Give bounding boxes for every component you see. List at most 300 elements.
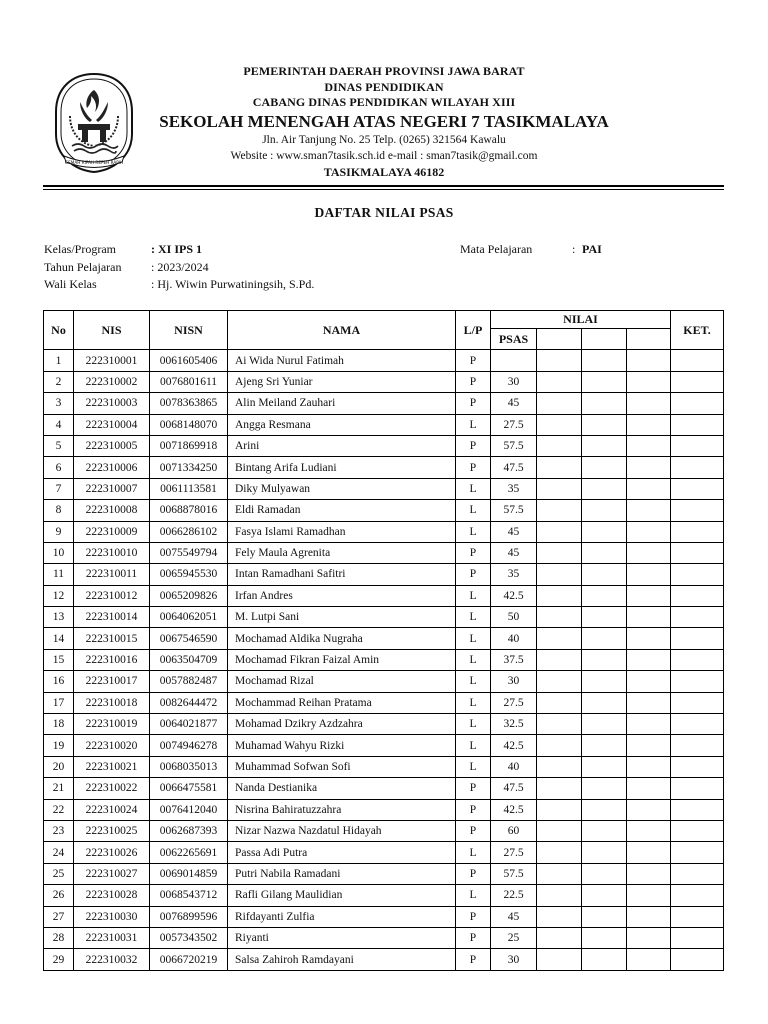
row-number: 10 [44, 542, 74, 563]
remarks-cell [671, 500, 724, 521]
psas-score: 40 [491, 628, 537, 649]
header-empty-score-col [627, 329, 671, 350]
empty-score-cell [627, 885, 671, 906]
subject-label: Mata Pelajaran [460, 242, 533, 256]
student-nis: 222310017 [74, 671, 150, 692]
table-row [44, 842, 724, 863]
table-row [44, 714, 724, 735]
psas-score: 22.5 [491, 885, 537, 906]
empty-score-cell [582, 521, 627, 542]
student-name: Mochammad Reihan Pratama [228, 692, 456, 713]
table-row [44, 371, 724, 392]
remarks-cell [671, 628, 724, 649]
student-nis: 222310019 [74, 714, 150, 735]
student-gender: P [456, 457, 491, 478]
empty-score-cell [582, 542, 627, 563]
psas-score: 45 [491, 906, 537, 927]
empty-score-cell [537, 371, 582, 392]
remarks-cell [671, 799, 724, 820]
student-gender: P [456, 350, 491, 371]
student-nisn: 0068035013 [150, 756, 228, 777]
empty-score-cell [627, 371, 671, 392]
student-gender: L [456, 692, 491, 713]
student-nisn: 0068543712 [150, 885, 228, 906]
table-row [44, 949, 724, 970]
row-number: 8 [44, 500, 74, 521]
table-row [44, 799, 724, 820]
empty-score-cell [537, 714, 582, 735]
student-gender: L [456, 607, 491, 628]
psas-score: 42.5 [491, 585, 537, 606]
student-gender: L [456, 842, 491, 863]
row-number: 26 [44, 885, 74, 906]
empty-score-cell [627, 649, 671, 670]
student-name: Mochamad Rizal [228, 671, 456, 692]
header-lp: L/P [456, 311, 491, 350]
student-nis: 222310024 [74, 799, 150, 820]
row-number: 14 [44, 628, 74, 649]
table-row [44, 414, 724, 435]
student-nis: 222310027 [74, 863, 150, 884]
student-nisn: 0066475581 [150, 778, 228, 799]
student-nisn: 0078363865 [150, 393, 228, 414]
psas-score [491, 350, 537, 371]
remarks-cell [671, 756, 724, 777]
student-gender: L [456, 885, 491, 906]
empty-score-cell [627, 949, 671, 970]
student-gender: L [456, 714, 491, 735]
subject-info [460, 241, 602, 259]
psas-score: 30 [491, 949, 537, 970]
student-nisn: 0071869918 [150, 435, 228, 456]
empty-score-cell [537, 949, 582, 970]
student-gender: P [456, 371, 491, 392]
empty-score-cell [627, 863, 671, 884]
table-row [44, 778, 724, 799]
letterhead-website: Website : www.sman7tasik.sch.id e-mail : sman7tasik@gmail.com [230, 150, 538, 163]
row-number: 25 [44, 863, 74, 884]
student-name: Arini [228, 435, 456, 456]
student-nisn: 0063504709 [150, 649, 228, 670]
class-program-label: Kelas/Program [44, 242, 116, 256]
empty-score-cell [627, 628, 671, 649]
header-psas: PSAS [491, 329, 537, 350]
empty-score-cell [582, 885, 627, 906]
student-name: Mohamad Dzikry Azdzahra [228, 714, 456, 735]
grades-table-body [44, 350, 724, 970]
student-name: Ai Wida Nurul Fatimah [228, 350, 456, 371]
empty-score-cell [582, 735, 627, 756]
student-gender: P [456, 542, 491, 563]
empty-score-cell [582, 820, 627, 841]
table-row [44, 692, 724, 713]
table-row [44, 542, 724, 563]
table-row [44, 521, 724, 542]
empty-score-cell [537, 756, 582, 777]
psas-score: 40 [491, 756, 537, 777]
student-nisn: 0074946278 [150, 735, 228, 756]
psas-score: 37.5 [491, 649, 537, 670]
student-nis: 222310026 [74, 842, 150, 863]
psas-score: 57.5 [491, 500, 537, 521]
row-number: 27 [44, 906, 74, 927]
student-gender: P [456, 564, 491, 585]
student-nis: 222310014 [74, 607, 150, 628]
student-gender: L [456, 756, 491, 777]
psas-score: 42.5 [491, 735, 537, 756]
student-nisn: 0064062051 [150, 607, 228, 628]
student-name: Mochamad Fikran Faizal Amin [228, 649, 456, 670]
student-nis: 222310028 [74, 885, 150, 906]
student-name: Bintang Arifa Ludiani [228, 457, 456, 478]
letterhead-branch: CABANG DINAS PENDIDIKAN WILAYAH XIII [252, 95, 516, 110]
student-nis: 222310004 [74, 414, 150, 435]
empty-score-cell [582, 671, 627, 692]
student-name: Irfan Andres [228, 585, 456, 606]
empty-score-cell [627, 500, 671, 521]
empty-score-cell [582, 714, 627, 735]
document-title: DAFTAR NILAI PSAS [314, 205, 454, 220]
row-number: 4 [44, 414, 74, 435]
row-number: 9 [44, 521, 74, 542]
row-number: 18 [44, 714, 74, 735]
letterhead-city: TASIKMALAYA 46182 [323, 165, 445, 180]
student-nisn: 0076412040 [150, 799, 228, 820]
empty-score-cell [537, 350, 582, 371]
empty-score-cell [627, 607, 671, 628]
remarks-cell [671, 607, 724, 628]
remarks-cell [671, 371, 724, 392]
empty-score-cell [627, 521, 671, 542]
remarks-cell [671, 778, 724, 799]
student-name: Fasya Islami Ramadhan [228, 521, 456, 542]
letterhead-divider-thick [43, 185, 724, 187]
student-name: Rafli Gilang Maulidian [228, 885, 456, 906]
empty-score-cell [627, 350, 671, 371]
student-name: Salsa Zahiroh Ramdayani [228, 949, 456, 970]
row-number: 11 [44, 564, 74, 585]
table-row [44, 607, 724, 628]
table-row [44, 649, 724, 670]
academic-year-label: Tahun Pelajaran [44, 259, 122, 274]
empty-score-cell [537, 521, 582, 542]
empty-score-cell [627, 735, 671, 756]
student-nis: 222310009 [74, 521, 150, 542]
empty-score-cell [627, 799, 671, 820]
psas-score: 27.5 [491, 842, 537, 863]
row-number: 6 [44, 457, 74, 478]
psas-score: 45 [491, 521, 537, 542]
remarks-cell [671, 885, 724, 906]
psas-score: 57.5 [491, 863, 537, 884]
student-nis: 222310001 [74, 350, 150, 371]
empty-score-cell [537, 735, 582, 756]
empty-score-cell [627, 756, 671, 777]
remarks-cell [671, 842, 724, 863]
letterhead-province: PEMERINTAH DAERAH PROVINSI JAWA BARAT [243, 64, 525, 78]
table-row [44, 564, 724, 585]
empty-score-cell [627, 692, 671, 713]
student-gender: L [456, 671, 491, 692]
student-nis: 222310018 [74, 692, 150, 713]
row-number: 1 [44, 350, 74, 371]
table-row [44, 927, 724, 948]
empty-score-cell [582, 692, 627, 713]
row-number: 3 [44, 393, 74, 414]
empty-score-cell [537, 457, 582, 478]
table-row [44, 457, 724, 478]
student-name: Nizar Nazwa Nazdatul Hidayah [228, 820, 456, 841]
student-nis: 222310015 [74, 628, 150, 649]
student-gender: P [456, 393, 491, 414]
class-info [44, 241, 314, 294]
empty-score-cell [582, 842, 627, 863]
student-name: M. Lutpi Sani [228, 607, 456, 628]
psas-score: 60 [491, 820, 537, 841]
psas-score: 47.5 [491, 457, 537, 478]
empty-score-cell [537, 393, 582, 414]
empty-score-cell [627, 542, 671, 563]
empty-score-cell [627, 457, 671, 478]
psas-score: 45 [491, 393, 537, 414]
student-gender: P [456, 820, 491, 841]
empty-score-cell [627, 585, 671, 606]
student-nis: 222310010 [74, 542, 150, 563]
student-gender: P [456, 949, 491, 970]
empty-score-cell [537, 585, 582, 606]
row-number: 20 [44, 756, 74, 777]
student-nisn: 0066720219 [150, 949, 228, 970]
remarks-cell [671, 906, 724, 927]
remarks-cell [671, 820, 724, 841]
row-number: 15 [44, 649, 74, 670]
remarks-cell [671, 542, 724, 563]
empty-score-cell [627, 714, 671, 735]
empty-score-cell [582, 927, 627, 948]
table-row [44, 393, 724, 414]
student-gender: L [456, 414, 491, 435]
remarks-cell [671, 714, 724, 735]
row-number: 2 [44, 371, 74, 392]
student-gender: L [456, 735, 491, 756]
psas-score: 45 [491, 542, 537, 563]
remarks-cell [671, 350, 724, 371]
empty-score-cell [627, 906, 671, 927]
student-nisn: 0067546590 [150, 628, 228, 649]
student-gender: L [456, 521, 491, 542]
psas-score: 27.5 [491, 692, 537, 713]
psas-score: 27.5 [491, 414, 537, 435]
empty-score-cell [582, 649, 627, 670]
student-gender: L [456, 500, 491, 521]
empty-score-cell [627, 671, 671, 692]
empty-score-cell [582, 628, 627, 649]
student-nisn: 0061605406 [150, 350, 228, 371]
empty-score-cell [627, 778, 671, 799]
remarks-cell [671, 457, 724, 478]
student-gender: L [456, 649, 491, 670]
remarks-cell [671, 671, 724, 692]
empty-score-cell [582, 414, 627, 435]
empty-score-cell [537, 692, 582, 713]
student-gender: P [456, 906, 491, 927]
row-number: 23 [44, 820, 74, 841]
student-nisn: 0071334250 [150, 457, 228, 478]
empty-score-cell [537, 435, 582, 456]
header-nisn: NISN [150, 311, 228, 350]
remarks-cell [671, 863, 724, 884]
table-row [44, 671, 724, 692]
remarks-cell [671, 949, 724, 970]
psas-score: 32.5 [491, 714, 537, 735]
empty-score-cell [537, 820, 582, 841]
empty-score-cell [582, 500, 627, 521]
student-nisn: 0065209826 [150, 585, 228, 606]
remarks-cell [671, 649, 724, 670]
empty-score-cell [582, 585, 627, 606]
psas-score: 35 [491, 564, 537, 585]
row-number: 21 [44, 778, 74, 799]
table-row [44, 820, 724, 841]
psas-score: 57.5 [491, 435, 537, 456]
student-nis: 222310016 [74, 649, 150, 670]
remarks-cell [671, 478, 724, 499]
psas-score: 42.5 [491, 799, 537, 820]
empty-score-cell [582, 756, 627, 777]
student-nis: 222310012 [74, 585, 150, 606]
homeroom-teacher-label: Wali Kelas [44, 277, 97, 291]
student-nisn: 0075549794 [150, 542, 228, 563]
student-nis: 222310020 [74, 735, 150, 756]
empty-score-cell [537, 799, 582, 820]
empty-score-cell [582, 799, 627, 820]
header-nama: NAMA [228, 311, 456, 350]
psas-score: 35 [491, 478, 537, 499]
student-nisn: 0057343502 [150, 927, 228, 948]
student-name: Fely Maula Agrenita [228, 542, 456, 563]
student-nisn: 0069014859 [150, 863, 228, 884]
empty-score-cell [537, 778, 582, 799]
student-nisn: 0061113581 [150, 478, 228, 499]
empty-score-cell [627, 927, 671, 948]
table-row [44, 350, 724, 371]
student-name: Ajeng Sri Yuniar [228, 371, 456, 392]
student-name: Angga Resmana [228, 414, 456, 435]
student-name: Nanda Destianika [228, 778, 456, 799]
empty-score-cell [537, 842, 582, 863]
remarks-cell [671, 435, 724, 456]
student-nis: 222310005 [74, 435, 150, 456]
table-row [44, 435, 724, 456]
psas-score: 30 [491, 371, 537, 392]
student-gender: P [456, 927, 491, 948]
table-row [44, 906, 724, 927]
student-nis: 222310021 [74, 756, 150, 777]
empty-score-cell [537, 607, 582, 628]
student-nisn: 0057882487 [150, 671, 228, 692]
empty-score-cell [582, 607, 627, 628]
empty-score-cell [537, 414, 582, 435]
row-number: 19 [44, 735, 74, 756]
student-gender: P [456, 799, 491, 820]
student-nisn: 0062265691 [150, 842, 228, 863]
table-row [44, 628, 724, 649]
psas-score: 47.5 [491, 778, 537, 799]
student-nisn: 0062687393 [150, 820, 228, 841]
empty-score-cell [537, 927, 582, 948]
remarks-cell [671, 927, 724, 948]
table-row [44, 885, 724, 906]
row-number: 17 [44, 692, 74, 713]
student-name: Nisrina Bahiratuzzahra [228, 799, 456, 820]
grades-table [43, 310, 724, 971]
student-name: Rifdayanti Zulfia [228, 906, 456, 927]
student-nisn: 0068148070 [150, 414, 228, 435]
student-nisn: 0076801611 [150, 371, 228, 392]
student-gender: P [456, 435, 491, 456]
student-name: Diky Mulyawan [228, 478, 456, 499]
header-no: No [44, 311, 74, 350]
student-nis: 222310011 [74, 564, 150, 585]
header-empty-score-col [537, 329, 582, 350]
empty-score-cell [537, 649, 582, 670]
row-number: 28 [44, 927, 74, 948]
empty-score-cell [537, 863, 582, 884]
remarks-cell [671, 393, 724, 414]
empty-score-cell [627, 820, 671, 841]
remarks-cell [671, 521, 724, 542]
row-number: 29 [44, 949, 74, 970]
empty-score-cell [537, 564, 582, 585]
student-nisn: 0066286102 [150, 521, 228, 542]
empty-score-cell [582, 478, 627, 499]
empty-score-cell [582, 350, 627, 371]
empty-score-cell [582, 863, 627, 884]
empty-score-cell [582, 564, 627, 585]
empty-score-cell [537, 885, 582, 906]
student-nis: 222310007 [74, 478, 150, 499]
letterhead-address: Jln. Air Tanjung No. 25 Telp. (0265) 321564 Kawalu [262, 134, 506, 147]
empty-score-cell [582, 778, 627, 799]
empty-score-cell [537, 906, 582, 927]
student-nis: 222310006 [74, 457, 150, 478]
empty-score-cell [627, 435, 671, 456]
table-row [44, 863, 724, 884]
student-name: Intan Ramadhani Safitri [228, 564, 456, 585]
empty-score-cell [582, 371, 627, 392]
table-row [44, 756, 724, 777]
empty-score-cell [537, 671, 582, 692]
remarks-cell [671, 735, 724, 756]
empty-score-cell [582, 906, 627, 927]
table-row [44, 478, 724, 499]
row-number: 22 [44, 799, 74, 820]
student-nisn: 0065945530 [150, 564, 228, 585]
student-nisn: 0076899596 [150, 906, 228, 927]
student-gender: P [456, 863, 491, 884]
letterhead-agency: DINAS PENDIDIKAN [324, 79, 444, 94]
subject-separator: : [572, 242, 576, 256]
student-nisn: 0082644472 [150, 692, 228, 713]
west-java-seal-logo [54, 72, 134, 174]
student-gender: L [456, 585, 491, 606]
student-name: Mochamad Aldika Nugraha [228, 628, 456, 649]
student-nis: 222310022 [74, 778, 150, 799]
student-name: Muhamad Wahyu Rizki [228, 735, 456, 756]
empty-score-cell [627, 478, 671, 499]
subject-value: PAI [582, 242, 602, 256]
remarks-cell [671, 414, 724, 435]
